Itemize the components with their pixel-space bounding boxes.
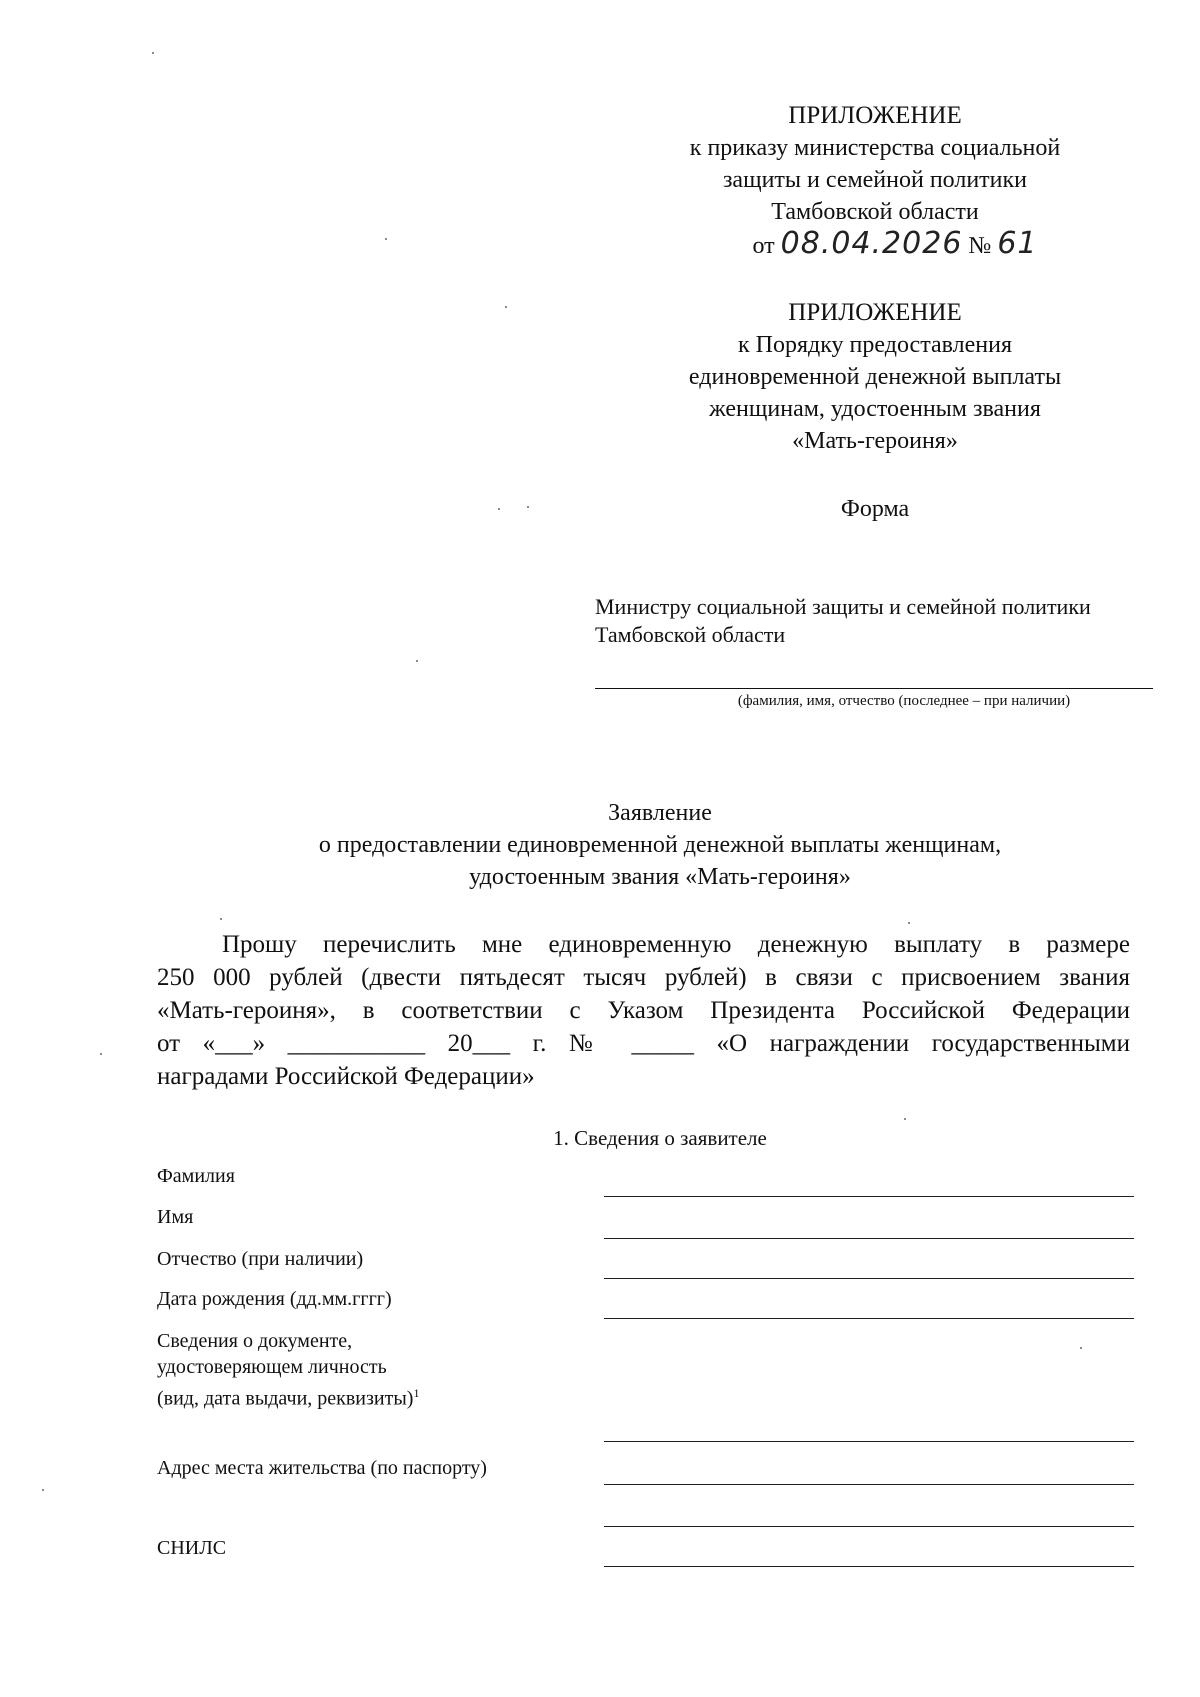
birthdate-label: Дата рождения (дд.мм.гггг) xyxy=(157,1288,392,1310)
request-line1: Прошу перечислить мне единовременную денежную выплату в размере xyxy=(222,931,1130,958)
order-appendix-title: ПРИЛОЖЕНИЕ xyxy=(788,102,962,129)
scan-speck xyxy=(100,1053,102,1055)
address-label: Адрес места жительства (по паспорту) xyxy=(157,1457,487,1479)
identity-document-field[interactable] xyxy=(604,1441,1134,1442)
procedure-appendix-line1: к Порядку предоставления xyxy=(737,332,1012,358)
handwritten-date: 08.04.2026 xyxy=(780,226,963,261)
identity-document-line3 xyxy=(157,1380,419,1412)
order-appendix-line2: защиты и семейной политики xyxy=(722,167,1028,193)
identity-document-label xyxy=(157,1328,419,1412)
order-appendix-line3: Тамбовской области xyxy=(771,199,979,225)
application-title xyxy=(160,797,1160,893)
name-field[interactable] xyxy=(604,1238,1134,1239)
birthdate-field[interactable] xyxy=(604,1318,1134,1319)
scan-speck xyxy=(904,1118,906,1120)
scan-speck xyxy=(527,506,529,508)
surname-label: Фамилия xyxy=(157,1165,235,1187)
footnote-marker: 1 xyxy=(413,1386,420,1400)
scan-speck xyxy=(1080,1347,1082,1349)
procedure-appendix-line3: женщинам, удостоенным звания xyxy=(709,396,1041,422)
name-label: Имя xyxy=(157,1206,194,1228)
request-line3: «Мать-героиня», в соответствии с Указом Президента Российской Федерации xyxy=(157,997,1130,1024)
procedure-appendix-header xyxy=(640,297,1110,457)
procedure-appendix-title: ПРИЛОЖЕНИЕ xyxy=(788,299,962,326)
scan-speck xyxy=(385,238,387,240)
order-appendix-header xyxy=(640,100,1110,262)
address-field-line2[interactable] xyxy=(604,1526,1134,1527)
procedure-appendix-line2: единовременной денежной выплаты xyxy=(688,364,1062,390)
order-date-number xyxy=(640,228,1110,262)
applicant-name-line[interactable] xyxy=(595,688,1153,689)
form-label xyxy=(640,493,1110,525)
number-prefix: № xyxy=(968,233,992,259)
identity-document-line1: Сведения о документе, xyxy=(157,1330,353,1352)
scan-speck xyxy=(908,922,910,924)
addressee-block xyxy=(595,593,1155,649)
request-line5: наградами Российской Федерации» xyxy=(157,1063,535,1090)
form-label-text: Форма xyxy=(840,496,910,522)
procedure-appendix-line4: «Мать-героиня» xyxy=(792,428,958,454)
request-line4: от «___» ___________ 20___ г. № _____ «О награждении государственными xyxy=(157,1030,1130,1057)
identity-document-line3-text: (вид, дата выдачи, реквизиты) xyxy=(157,1387,414,1410)
section-applicant-title: 1. Сведения о заявителе xyxy=(553,1126,767,1150)
application-title-line1: Заявление xyxy=(608,800,712,826)
application-title-line3: удостоенным звания «Мать-героиня» xyxy=(469,864,851,890)
application-title-line2: о предоставлении единовременной денежной выплаты женщинам, xyxy=(318,832,1002,858)
addressee-line2: Тамбовской области xyxy=(595,622,786,647)
snils-field[interactable] xyxy=(604,1566,1134,1567)
scan-speck xyxy=(220,918,222,920)
scan-speck xyxy=(416,660,418,662)
request-line2: 250 000 рублей (двести пятьдесят тысяч рублей) в связи с присвоением звания xyxy=(157,964,1130,991)
request-paragraph xyxy=(157,928,1130,1093)
snils-label: СНИЛС xyxy=(157,1537,227,1559)
patronymic-label: Отчество (при наличии) xyxy=(157,1248,364,1270)
address-field-line1[interactable] xyxy=(604,1484,1134,1485)
identity-document-line2: удостоверяющем личность xyxy=(157,1356,387,1378)
patronymic-field[interactable] xyxy=(604,1278,1134,1279)
scan-speck xyxy=(498,508,500,510)
handwritten-number: 61 xyxy=(997,226,1038,261)
scan-speck xyxy=(42,1489,44,1491)
addressee-line1: Министру социальной защиты и семейной политики xyxy=(595,594,1091,619)
applicant-name-caption: (фамилия, имя, отчество (последнее – при наличии) xyxy=(737,693,1071,709)
date-prefix: от xyxy=(752,233,775,259)
scan-speck xyxy=(505,306,507,308)
order-appendix-line1: к приказу министерства социальной xyxy=(689,135,1061,161)
scan-speck xyxy=(152,52,154,54)
surname-field[interactable] xyxy=(604,1196,1134,1197)
